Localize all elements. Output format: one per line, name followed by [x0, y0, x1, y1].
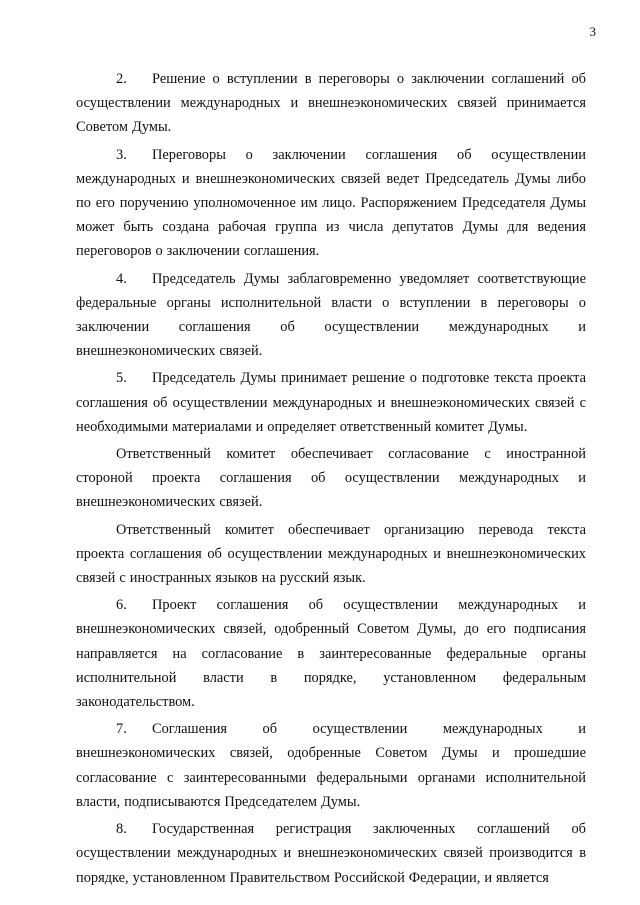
paragraph-number: 3.	[116, 146, 127, 163]
paragraph-3	[76, 143, 586, 264]
paragraph-4	[76, 267, 586, 364]
paragraph-2	[76, 67, 586, 140]
paragraph-5-responsible-committee-translation	[76, 518, 586, 591]
paragraph-number: 6.	[116, 597, 127, 614]
paragraph-6	[76, 593, 586, 714]
paragraph-7	[76, 717, 586, 814]
page-number: 3	[589, 24, 596, 39]
paragraph-number: 7.	[116, 721, 127, 738]
paragraph-5-responsible-committee-approval	[76, 442, 586, 515]
paragraph-text: Ответственный комитет обеспечивает организацию перевода текста проекта соглашения об осуществлении международных и внешнеэкономических связей с иностранных языков на русский язык.	[76, 521, 586, 587]
paragraph-text: Ответственный комитет обеспечивает согласование с иностранной стороной проекта соглашения об осуществлении международных и внешнеэкономических связей.	[76, 446, 586, 511]
paragraph-text: Проект соглашения об осуществлении международных и внешнеэкономических связей, одобренный Советом Думы, до его подписания направляется на согласование в заинтересованные федеральные органы исполнительной власти в порядке, установленном федеральным законодательством.	[76, 597, 586, 711]
document-body	[76, 67, 586, 893]
paragraph-8	[76, 817, 586, 890]
paragraph-text: Государственная регистрация заключенных соглашений об осуществлении международных и внешнеэкономических связей производится в порядке, установленном Правительством Российской Федерации, и является	[76, 821, 586, 886]
paragraph-text: Соглашения об осуществлении международных и внешнеэкономических связей, одобренные Советом Думы и прошедшие согласование с заинтересованными федеральными органами исполнительной власти, подписываются Председателем Думы.	[76, 721, 586, 810]
paragraph-text: Председатель Думы заблаговременно уведомляет соответствующие федеральные органы исполнительной власти о вступлении в переговоры о заключении соглашения об осуществлении международных и внешнеэкономических связей.	[76, 270, 586, 360]
paragraph-number: 2.	[116, 71, 127, 87]
paragraph-number: 5.	[116, 370, 127, 387]
paragraph-5	[76, 366, 586, 439]
paragraph-text: Переговоры о заключении соглашения об осуществлении международных и внешнеэкономических связей ведет Председатель Думы либо по его поручению уполномоченное им лицо. Распоряжением Председателя Думы может быть создана рабочая группа из числа депутатов Думы для ведения переговоров о заключении соглашения.	[76, 146, 586, 260]
paragraph-text: Решение о вступлении в переговоры о заключении соглашений об осуществлении международных и внешнеэкономических связей принимается Советом Думы.	[76, 71, 586, 136]
paragraph-number: 8.	[116, 821, 127, 838]
paragraph-number: 4.	[116, 270, 127, 287]
paragraph-text: Председатель Думы принимает решение о подготовке текста проекта соглашения об осуществлении международных и внешнеэкономических связей с необходимыми материалами и определяет ответственный комитет Думы.	[76, 370, 586, 435]
